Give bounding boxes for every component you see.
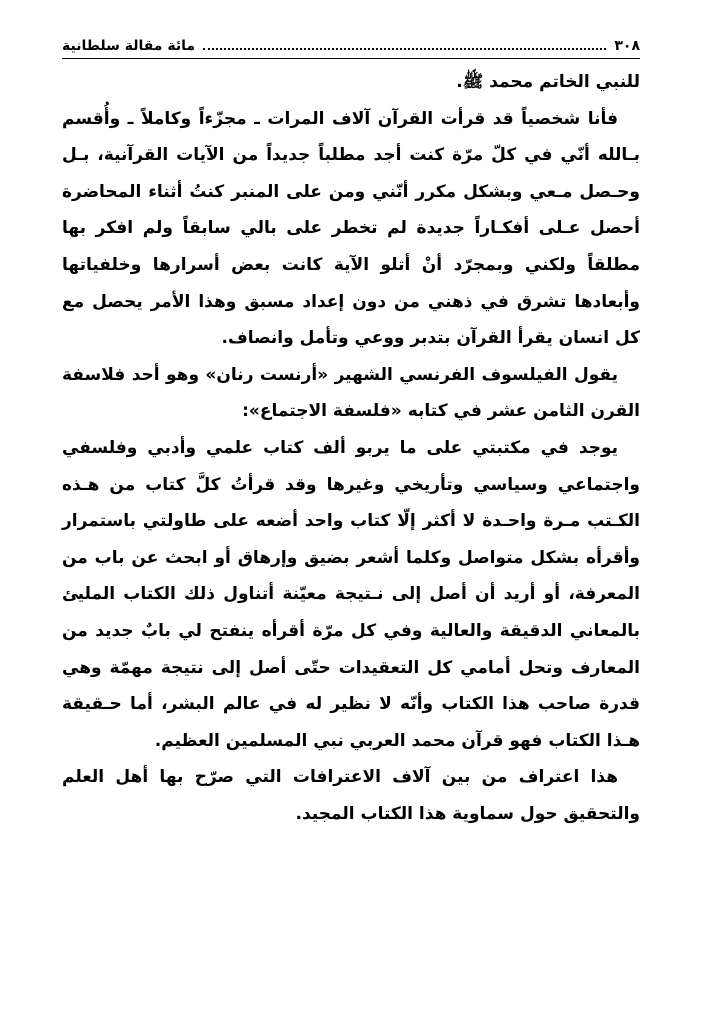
page-number: ٣٠٨ [614,38,640,54]
paragraph-renan-quote: يوجد في مكتبتي على ما يربو ألف كتاب علمي وأدبي وفلسفي واجتماعي وسياسي وتأريخي وغيرها وقد قرأتُ كلَّ كتاب من هـذه الكـتب مـرة واحـدة لا أكثر إلّا كتاب واحد أضعه على طاولتي باستمرار وأقرأه بشكل متواصل وكلما أشعر بضيق وإرهاق أو ابحث عن باب من المعرفة، أو أريد أن أصل إلى نـتيجة معيّنة أتناول ذلك الكتاب المليئ بالمعاني الدقيقة والعالية وفي كل مرّة أقرأه ينفتح لي بابٌ جديد من المعارف وتحل أمامي كل التعقيدات حتّى أصل إلى نتيجة مهمّة وهي قدرة صاحب هذا الكتاب وأنّه لا نظير له في عالم البشر، أما حـقيقة هـذا الكتاب فهو قرآن محمد العربي نبي المسلمين العظيم. [62,437,640,751]
page-body [62,64,640,832]
book-title: مائة مقالة سلطانية [62,38,196,54]
header-rule [62,58,640,59]
paragraph-conclusion: هذا اعتراف من بين آلاف الاعترافات التي صرّح بها أهل العلم والتحقيق حول سماوية هذا الكتاب المجيد. [62,767,640,824]
running-header [62,28,640,54]
header-leader-dots [203,47,606,50]
paragraph-quran-reading: فأنا شخصياً قد قرأت القرآن آلاف المرات ـ مجزّءاً وكاملاً ـ وأُقسم بـالله أنّي في كلّ مرّة كنت أجد مطلباً جديداً من الآيات القرآنية، بـل وحـصل مـعي وبشكل مكرر أنّني ومن على المنبر كنتُ أثناء المحاضرة أحصل عـلى أفكـاراً جديدة لم تخطر على بالي سابقاً ولم افكر بها مطلقاً ولكني وبمجرّد أنْ أتلو الآية كانت بعض أسرارها وخلفياتها وأبعادها تشرق في ذهني من دون إعداد مسبق وهذا الأمر يحصل مع كل انسان يقرأ القرآن بتدبر ووعي وتأمل وانصاف. [62,108,640,349]
paragraph-continuation: للنبي الخاتم محمد ﷺ. [456,72,640,92]
paragraph-renan-intro: يقول الفيلسوف الفرنسي الشهير «أرنست رنان» وهو أحد فلاسفة القرن الثامن عشر في كتابه «فلسفة الاجتماع»: [62,364,640,422]
